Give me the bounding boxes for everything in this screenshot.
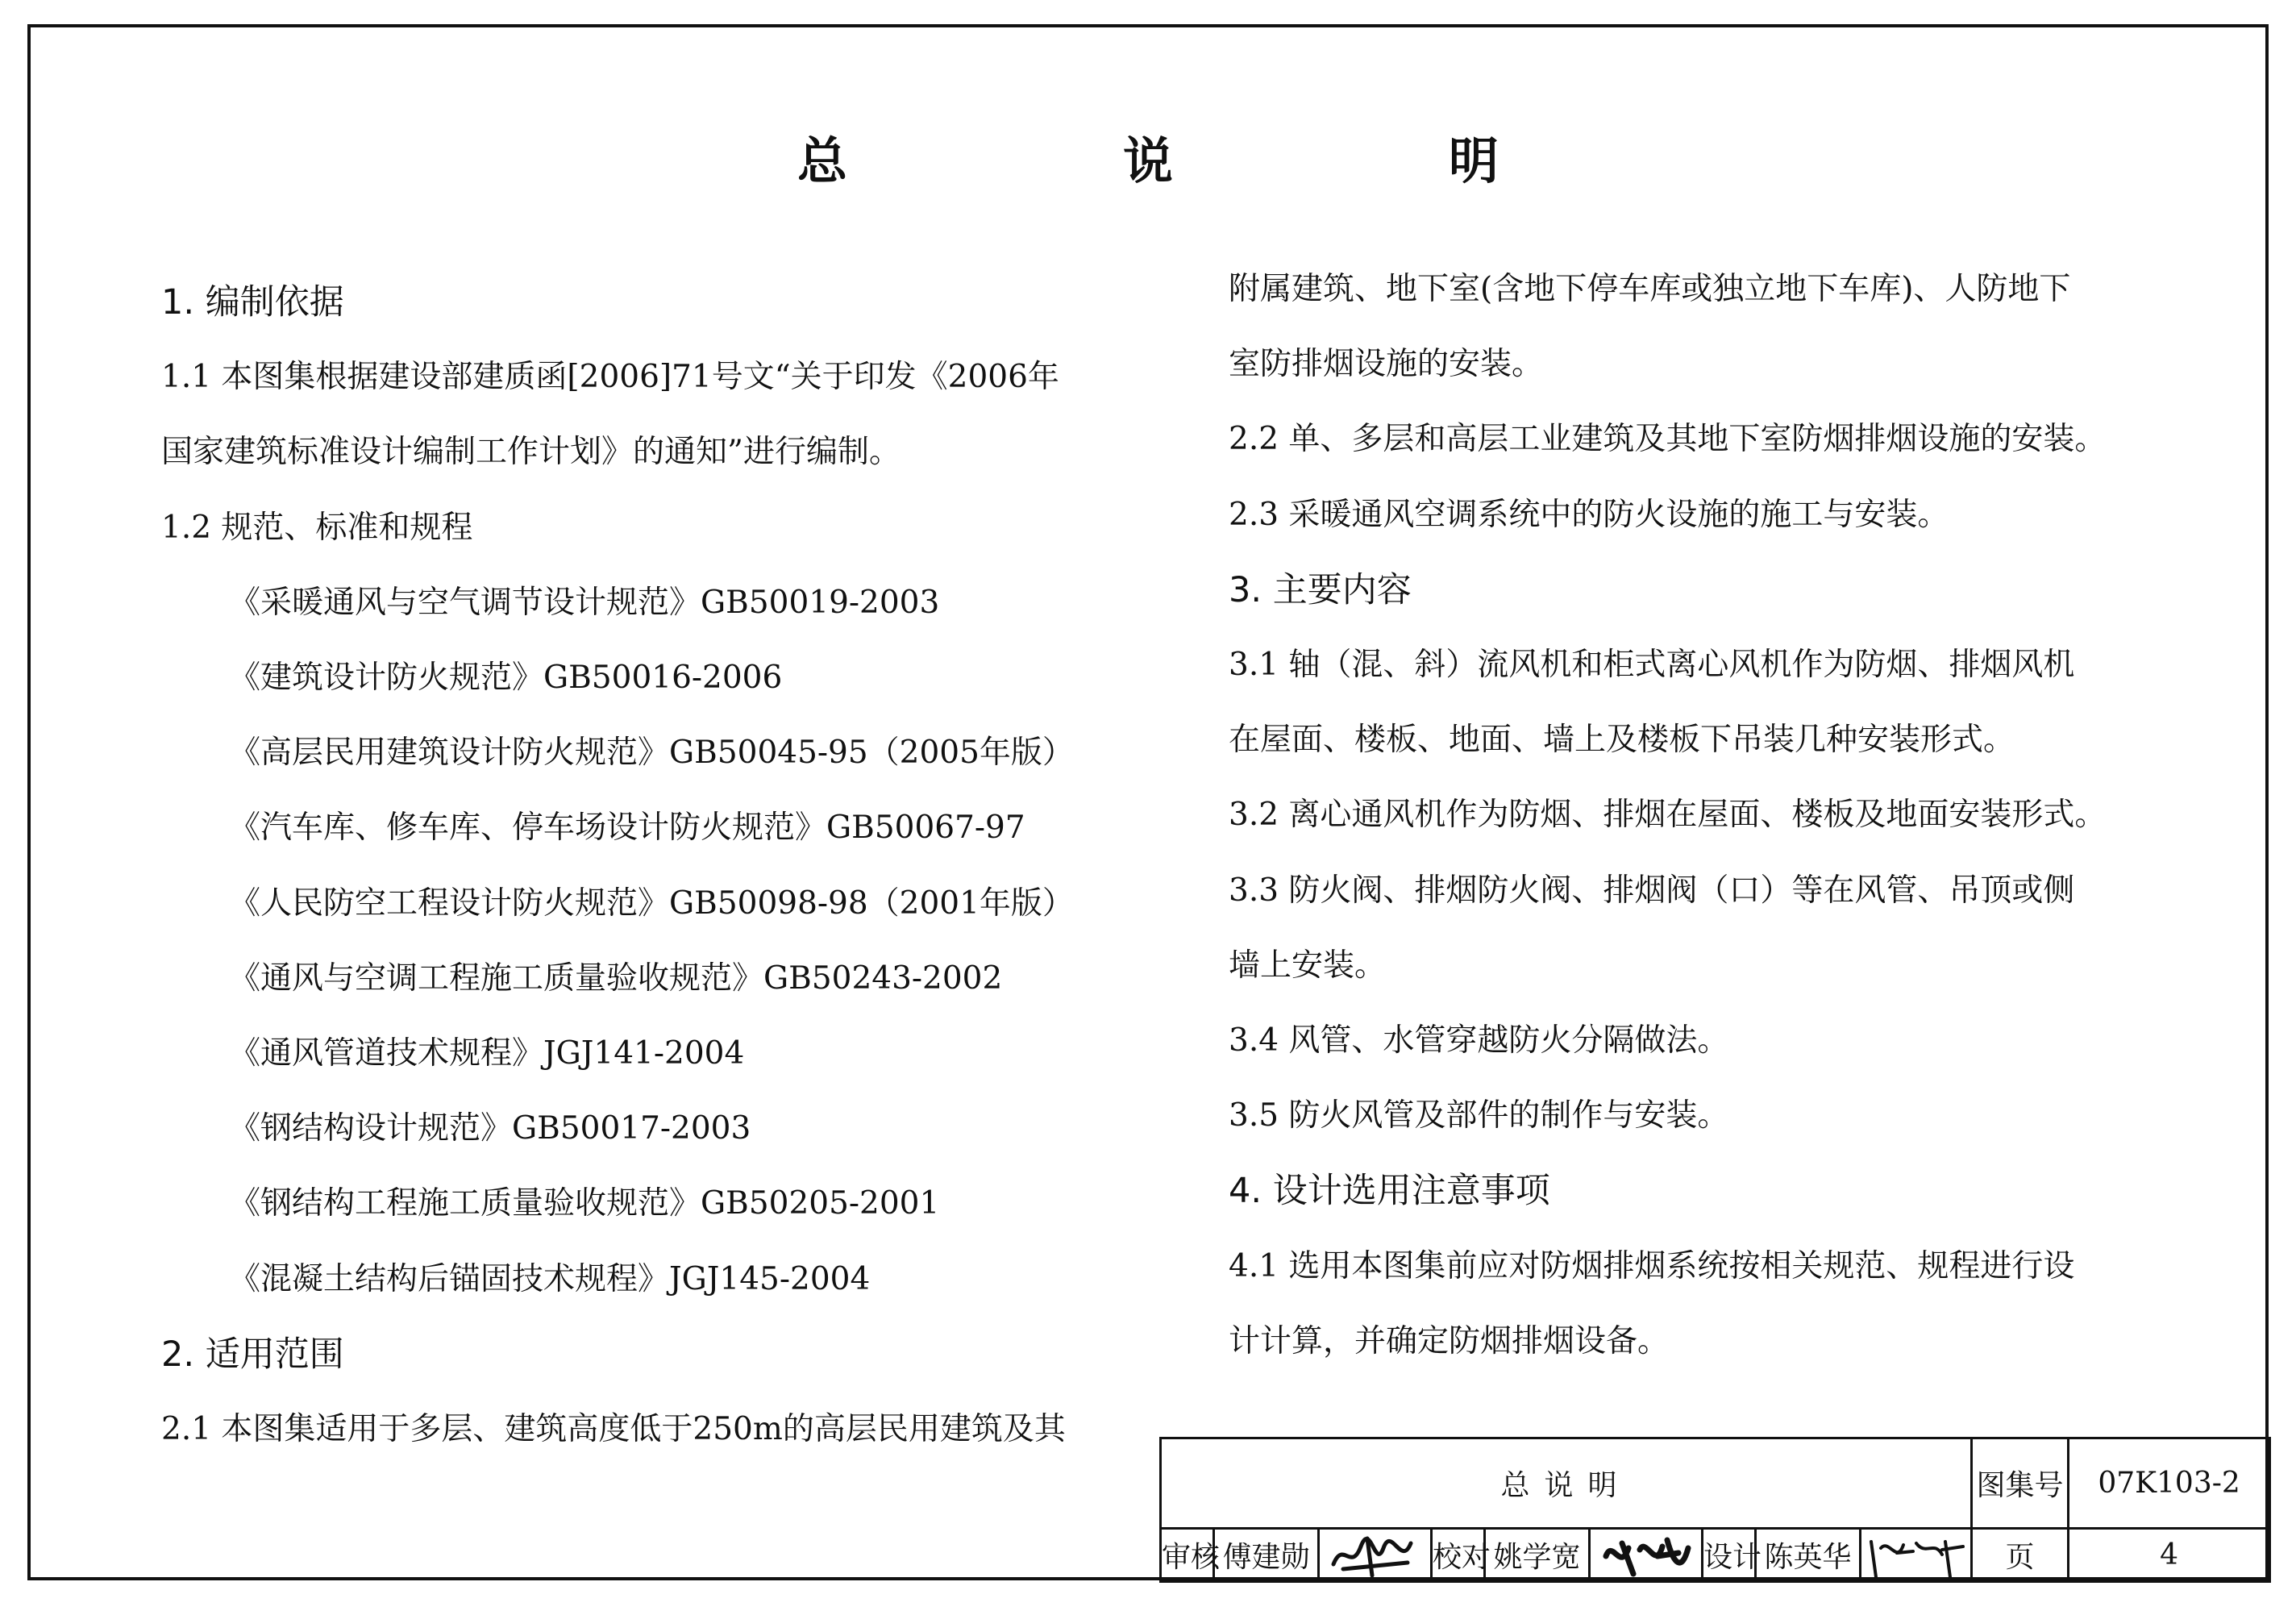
right-column-line: 3.4 风管、水管穿越防火分隔做法。 [1229,1022,1729,1059]
right-column-line: 2.3 采暖通风空调系统中的防火设施的施工与安装。 [1229,496,1949,533]
page-title: 总 说 明 [797,131,1612,190]
right-column-line: 室防排烟设施的安装。 [1229,346,1544,383]
right-column-line: 3.5 防火风管及部件的制作与安装。 [1229,1097,1729,1134]
atlas-number-label: 图集号 [1972,1438,2069,1529]
right-column-line: 计计算，并确定防烟排烟设备。 [1229,1322,1670,1359]
page-number: 4 [2069,1529,2270,1582]
left-column-heading: 2. 适用范围 [161,1334,344,1375]
designer-label: 设计 [1703,1529,1756,1582]
left-column-line: 《人民防空工程设计防火规范》GB50098-98（2001年版） [229,885,1074,922]
reviewer-name: 傅建勋 [1214,1529,1319,1582]
right-column-heading: 4. 设计选用注意事项 [1229,1171,1550,1212]
reviewer-label: 审核 [1161,1529,1214,1582]
right-column-line: 墙上安装。 [1229,947,1387,984]
left-column-line: 《钢结构工程施工质量验收规范》GB50205-2001 [229,1185,940,1222]
page-label: 页 [1972,1529,2069,1582]
left-column-line: 《钢结构设计规范》GB50017-2003 [229,1110,751,1147]
left-column-line: 《汽车库、修车库、停车场设计防火规范》GB50067-97 [229,810,1025,847]
left-column-line: 《混凝土结构后锚固技术规程》JGJ145-2004 [229,1260,871,1297]
left-column-line: 《高层民用建筑设计防火规范》GB50045-95（2005年版） [229,735,1074,772]
right-column-heading: 3. 主要内容 [1229,569,1412,610]
right-column-line: 2.2 单、多层和高层工业建筑及其地下室防烟排烟设施的安装。 [1229,421,2107,458]
left-column-line: 《建筑设计防火规范》GB50016-2006 [229,660,783,696]
left-column-line: 2.1 本图集适用于多层、建筑高度低于250m的高层民用建筑及其 [161,1411,1066,1447]
checker-signature [1590,1529,1703,1582]
right-column-line: 在屋面、楼板、地面、墙上及楼板下吊装几种安装形式。 [1229,722,2015,759]
reviewer-signature [1319,1529,1432,1582]
left-column-line: 《采暖通风与空气调节设计规范》GB50019-2003 [229,584,940,621]
left-column-line: 《通风与空调工程施工质量验收规范》GB50243-2002 [229,960,1003,997]
left-column-line: 1.2 规范、标准和规程 [161,509,473,546]
left-column-heading: 1. 编制依据 [161,282,344,323]
right-column-line: 3.2 离心通风机作为防烟、排烟在屋面、楼板及地面安装形式。 [1229,797,2107,834]
left-column-line: 1.1 本图集根据建设部建质函[2006]71号文“关于印发《2006年 [161,359,1059,396]
right-column-line: 3.3 防火阀、排烟防火阀、排烟阀（口）等在风管、吊顶或侧 [1229,872,2075,909]
title-block-drawing-title: 总说明 [1161,1438,1972,1529]
right-column-line: 4.1 选用本图集前应对防烟排烟系统按相关规范、规程进行设 [1229,1247,2075,1284]
designer-signature [1861,1529,1972,1582]
checker-name: 姚学宽 [1485,1529,1590,1582]
right-column-line: 3.1 轴（混、斜）流风机和柜式离心风机作为防烟、排烟风机 [1229,647,2075,683]
designer-name: 陈英华 [1756,1529,1861,1582]
checker-label: 校对 [1432,1529,1485,1582]
left-column-line: 《通风管道技术规程》JGJ141-2004 [229,1035,745,1072]
right-column-line: 附属建筑、地下室(含地下停车库或独立地下车库)、人防地下 [1229,271,2071,307]
atlas-number: 07K103-2 [2069,1438,2270,1529]
left-column-line: 国家建筑标准设计编制工作计划》的通知”进行编制。 [161,434,901,471]
title-block [1159,1437,2271,1583]
